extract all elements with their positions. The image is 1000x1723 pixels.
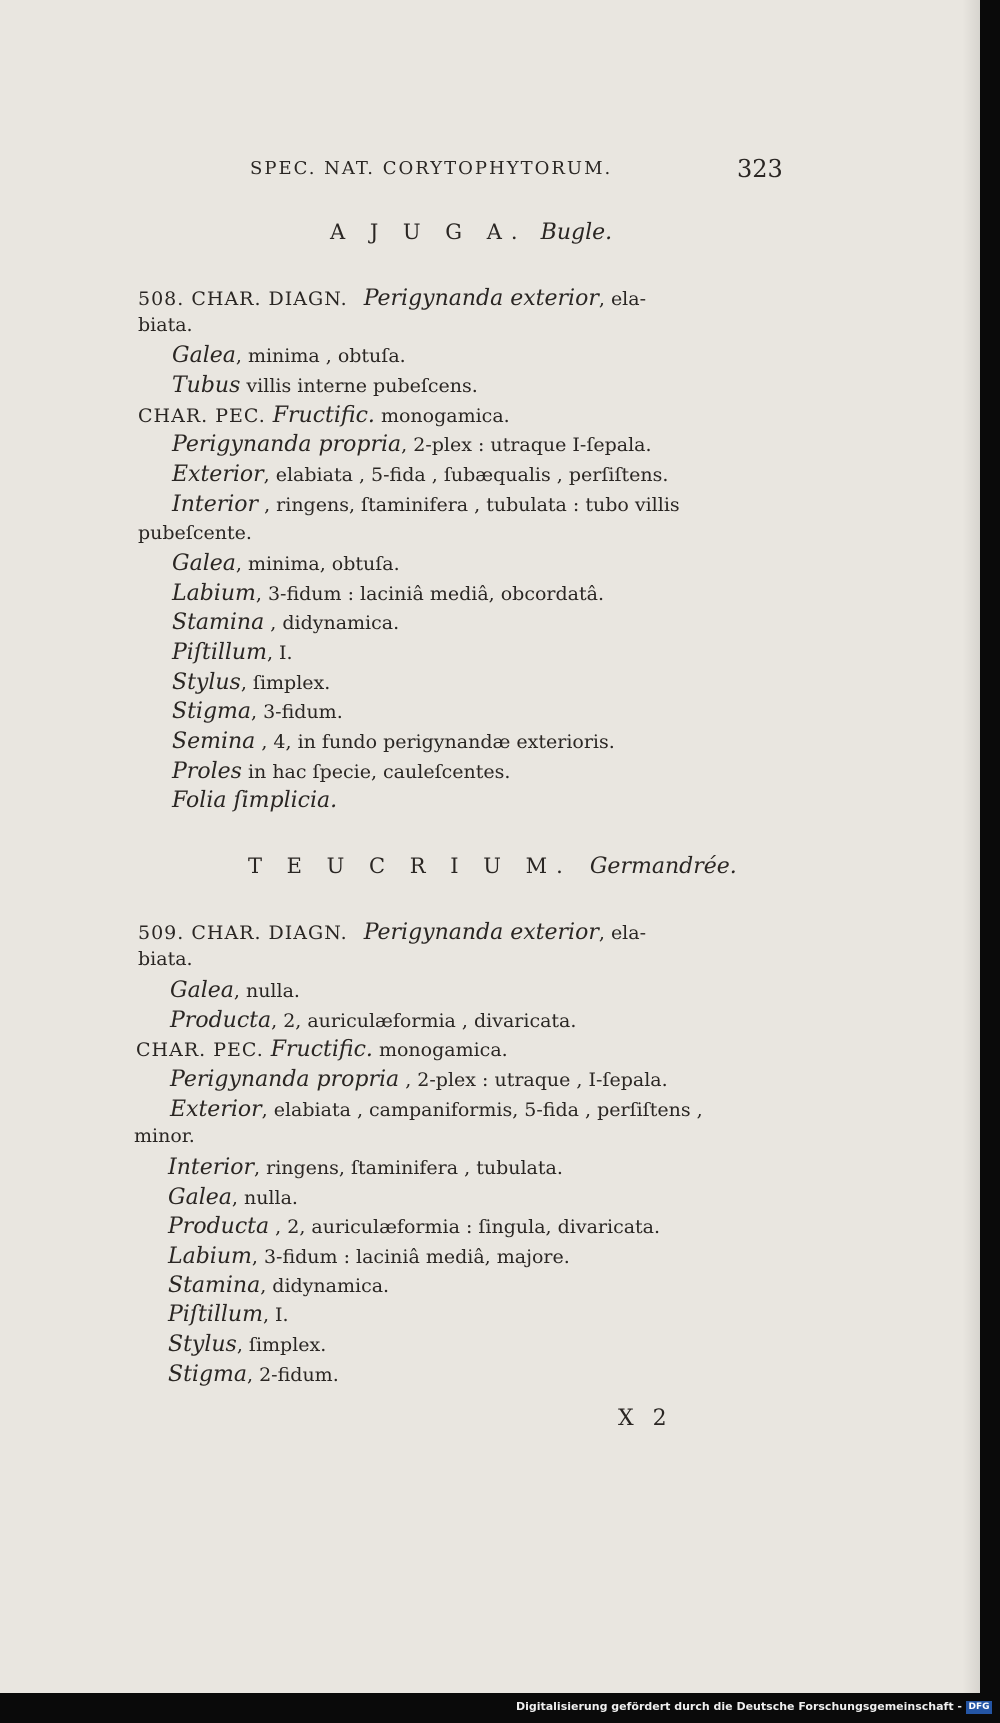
text-line [172, 553, 400, 575]
text-line [138, 288, 646, 310]
dfg-logo: DFG [966, 1701, 992, 1714]
text-line [172, 642, 293, 664]
text-line [172, 731, 615, 753]
line-rest: monogamica. [372, 1039, 508, 1061]
text-line [172, 345, 406, 367]
text-line [172, 583, 604, 605]
line-italic: Stigma [168, 1362, 248, 1387]
text-line [138, 316, 193, 335]
genus-heading [330, 222, 612, 244]
text-line [172, 494, 680, 516]
text-line [168, 1187, 298, 1209]
text-line [168, 1216, 660, 1238]
line-italic: Stamina [168, 1273, 261, 1298]
line-italic: Tubus [172, 373, 241, 398]
text-line [172, 790, 337, 812]
line-rest: , ſimplex. [240, 672, 331, 694]
line-italic: Stylus [172, 670, 241, 695]
line-plain: 508. CHAR. DIAGN. [138, 288, 348, 310]
line-italic: Producta [170, 1008, 272, 1033]
line-italic: Galea [170, 978, 234, 1003]
line-italic: Proles [172, 759, 242, 784]
text-line [138, 524, 252, 543]
digitization-footer [0, 1700, 1000, 1716]
line-italic: Piſtillum [168, 1302, 263, 1327]
text-line [172, 612, 399, 634]
text-line [138, 405, 510, 427]
text-line [168, 1157, 563, 1179]
line-plain: CHAR. PEC. [136, 1039, 264, 1061]
line-rest: , elabiata , campaniformis, 5-fida , perſiſtens , [261, 1099, 703, 1121]
line-rest: , elabiata , 5-fida , ſubæqualis , perſiſtens. [263, 464, 669, 486]
line-rest: , 3-fidum : laciniâ mediâ, majore. [251, 1246, 570, 1268]
line-italic: Interior [168, 1155, 255, 1180]
line-rest: , 2, auriculæformia : ſingula, divaricata. [269, 1216, 661, 1238]
text-line [172, 761, 510, 783]
line-rest: , ringens, ſtaminifera , tubulata. [254, 1157, 563, 1179]
line-rest: , 2-plex : utraque I-ſepala. [401, 434, 652, 456]
line-rest: , minima , obtuſa. [235, 345, 406, 367]
page-number: 323 [737, 155, 783, 183]
running-title: SPEC. NAT. CORYTOPHYTORUM. [250, 158, 613, 179]
line-rest: , nulla. [233, 980, 300, 1002]
line-rest: , ringens, ſtaminifera , tubulata : tubo villis [258, 494, 680, 516]
funding-credit: Digitalisierung gefördert durch die Deutsche Forschungsgemeinschaft - [515, 1700, 962, 1713]
text-line [170, 1099, 703, 1121]
line-italic: Perigynanda exterior [363, 920, 599, 945]
line-rest: , 3-fidum : laciniâ mediâ, obcordatâ. [255, 583, 604, 605]
line-rest: monogamica. [374, 405, 510, 427]
line-italic: Stigma [172, 699, 252, 724]
line-italic: Galea [172, 551, 236, 576]
line-italic: Perigynanda propria [172, 432, 402, 457]
text-line [170, 1010, 576, 1032]
line-rest: , ſimplex. [236, 1334, 327, 1356]
line-italic: Stamina [172, 610, 265, 635]
line-rest: villis interne pubeſcens. [240, 375, 478, 397]
text-line [138, 922, 646, 944]
line-plain: biata. [138, 948, 193, 970]
signature-mark: X 2 [618, 1406, 673, 1431]
line-italic: Fructific. [265, 403, 375, 428]
line-italic: Exterior [172, 462, 264, 487]
line-italic: Perigynanda propria [170, 1067, 400, 1092]
text-line [138, 950, 193, 969]
line-italic: Interior [172, 492, 259, 517]
genus-heading [248, 856, 737, 878]
text-line [172, 434, 652, 456]
line-italic: Fructific. [263, 1037, 373, 1062]
line-italic: Stylus [168, 1332, 237, 1357]
line-rest: , 2-plex : utraque , I-ſepala. [399, 1069, 668, 1091]
line-italic: Labium [172, 581, 256, 606]
line-plain: pubeſcente. [138, 522, 252, 544]
text-line [168, 1246, 570, 1268]
genus-common-name: Germandrée. [589, 854, 737, 879]
line-plain: biata. [138, 314, 193, 336]
line-italic: Galea [168, 1185, 232, 1210]
line-italic: Galea [172, 343, 236, 368]
text-line [172, 375, 478, 397]
line-rest: , 2, auriculæformia , divaricata. [271, 1010, 577, 1032]
text-line [168, 1304, 289, 1326]
line-rest: , nulla. [231, 1187, 298, 1209]
text-line [172, 701, 343, 723]
line-rest: , I. [262, 1304, 289, 1326]
text-line [136, 1039, 508, 1061]
text-line [170, 1069, 668, 1091]
line-rest: , I. [266, 642, 293, 664]
text-line [172, 672, 330, 694]
line-rest: , ela- [598, 922, 647, 944]
line-plain: CHAR. PEC. [138, 405, 266, 427]
genus-name: T E U C R I U M. [248, 854, 572, 878]
line-italic: Labium [168, 1244, 252, 1269]
text-line [168, 1275, 389, 1297]
line-rest: , ela- [598, 288, 647, 310]
genus-common-name: Bugle. [540, 220, 613, 245]
text-line [168, 1364, 339, 1386]
line-italic: Piſtillum [172, 640, 267, 665]
genus-name: A J U G A. [330, 220, 527, 244]
line-italic: Exterior [170, 1097, 262, 1122]
line-rest: , didynamica. [264, 612, 400, 634]
line-italic: Semina [172, 729, 256, 754]
text-line [172, 464, 668, 486]
line-rest: , 2-fidum. [247, 1364, 339, 1386]
text-line [168, 1334, 326, 1356]
line-plain: 509. CHAR. DIAGN. [138, 922, 348, 944]
text-line [170, 980, 300, 1002]
line-plain: minor. [134, 1125, 195, 1147]
line-rest: , 3-fidum. [251, 701, 343, 723]
text-line [134, 1127, 195, 1146]
line-italic: Perigynanda exterior [363, 286, 599, 311]
line-rest: , didynamica. [260, 1275, 390, 1297]
line-rest: in hac ſpecie, cauleſcentes. [241, 761, 511, 783]
line-italic: Producta [168, 1214, 270, 1239]
line-rest: , minima, obtuſa. [235, 553, 400, 575]
line-italic: Folia ſimplicia. [172, 788, 338, 813]
line-rest: , 4, in fundo perigynandæ exterioris. [255, 731, 615, 753]
